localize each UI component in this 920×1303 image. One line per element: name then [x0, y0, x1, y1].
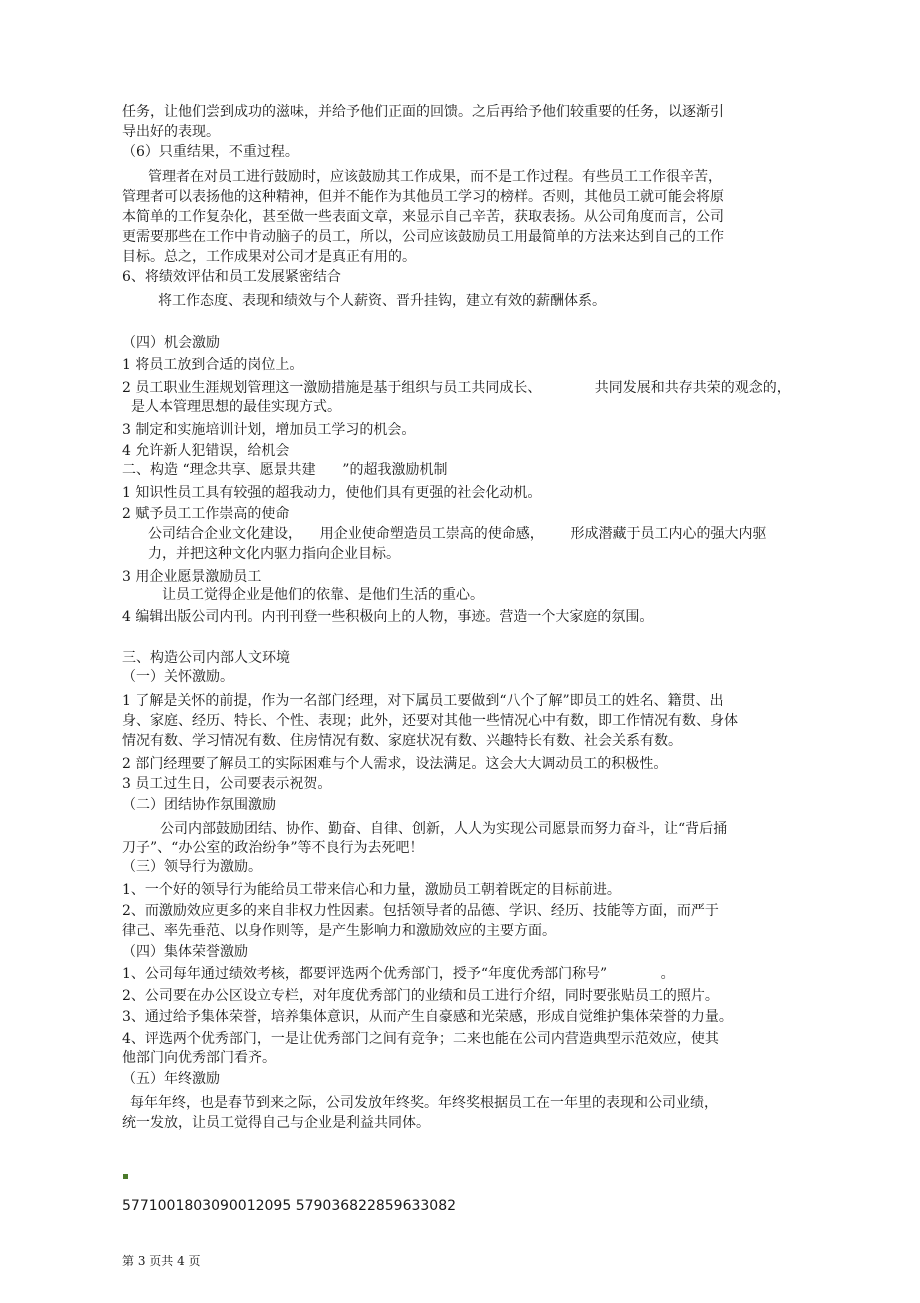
text-line: 2、而激励效应更多的来自非权力性因素。包括领导者的品德、学识、经历、技能等方面，而严于	[122, 903, 719, 919]
text-line: 3 制定和实施培训计划，增加员工学习的机会。	[122, 422, 416, 438]
text-line: 3 员工过生日，公司要表示祝贺。	[122, 776, 332, 792]
text-line: 三、构造公司内部人文环境	[122, 650, 290, 666]
text-line: 3、通过给予集体荣誉，培养集体意识，从而产生自豪感和光荣感，形成自觉维护集体荣誉的力量。	[122, 1009, 733, 1025]
text-line: 更需要那些在工作中肯动脑子的员工，所以，公司应该鼓励员工用最简单的方法来达到自己的工作	[122, 229, 724, 245]
text-line: 1 将员工放到合适的岗位上。	[122, 357, 304, 373]
text-line: 1、一个好的领导行为能给员工带来信心和力量，激励员工朝着既定的目标前进。	[122, 882, 621, 898]
text-line: 目标。总之，工作成果对公司才是真正有用的。	[122, 249, 416, 265]
text-line: 2 赋予员工工作崇高的使命	[122, 506, 290, 522]
text-line: 情况有数、学习情况有数、住房情况有数、家庭状况有数、兴趣特长有数、社会关系有数。	[122, 733, 682, 749]
text-line: 是人本管理思想的最佳实现方式。	[131, 399, 341, 415]
text-line: 管理者在对员工进行鼓励时，应该鼓励其工作成果，而不是工作过程。有些员工工作很辛苦，	[148, 169, 722, 185]
text-line: 2 员工职业生涯规划管理这一激励措施是基于组织与员工共同成长、 共同发展和共存共荣的观念的，	[122, 380, 791, 396]
text-line: 1 了解是关怀的前提，作为一名部门经理，对下属员工要做到“八个了解”即员工的姓名、籍贯、出	[122, 693, 724, 709]
text-line: （二）团结协作氛围激励	[122, 797, 276, 813]
text-line: 1 知识性员工具有较强的超我动力，使他们具有更强的社会化动机。	[122, 485, 542, 501]
text-line: 本简单的工作复杂化，甚至做一些表面文章，来显示自己辛苦，获取表扬。从公司角度而言，公司	[122, 209, 724, 225]
text-line: 力，并把这种文化内驱力指向企业目标。	[148, 546, 400, 562]
text-line: 统一发放，让员工觉得自己与企业是利益共同体。	[122, 1115, 430, 1131]
page-footer: 第 3 页共 4 页	[122, 1254, 201, 1268]
bullet-marker-icon	[123, 1174, 128, 1179]
text-line: （四）机会激励	[122, 335, 220, 351]
text-line: （6）只重结果，不重过程。	[122, 144, 299, 160]
text-line: 2、公司要在办公区设立专栏，对年度优秀部门的业绩和员工进行介绍，同时要张贴员工的照片。	[122, 988, 719, 1004]
text-line: 管理者可以表扬他的这种精神，但并不能作为其他员工学习的榜样。否则，其他员工就可能会将原	[122, 189, 724, 205]
text-line: 5771001803090012095 579036822859633082	[122, 1198, 457, 1214]
text-line: 二、构造 “理念共享、愿景共建 ”的超我激励机制	[122, 462, 448, 478]
text-line: 刀子”、“办公室的政治纷争”等不良行为去死吧！	[122, 840, 424, 856]
text-line: 公司结合企业文化建设， 用企业使命塑造员工崇高的使命感， 形成潜藏于员工内心的强大内驱	[148, 526, 767, 542]
text-line: 每年年终，也是春节到来之际，公司发放年终奖。年终奖根据员工在一年里的表现和公司业绩，	[130, 1095, 718, 1111]
text-line: 6、将绩效评估和员工发展紧密结合	[122, 269, 341, 285]
text-line: 公司内部鼓励团结、协作、勤奋、自律、创新，人人为实现公司愿景而努力奋斗，让“背后捅	[160, 821, 728, 837]
text-line: 3 用企业愿景激励员工	[122, 569, 262, 585]
text-line: （一）关怀激励。	[122, 669, 234, 685]
text-line: 4 允许新人犯错误，给机会	[122, 443, 290, 459]
text-line: （三）领导行为激励。	[122, 859, 262, 875]
text-line: 4 编辑出版公司内刊。内刊刊登一些积极向上的人物，事迹。营造一个大家庭的氛围。	[122, 609, 654, 625]
text-line: 2 部门经理要了解员工的实际困难与个人需求，设法满足。这会大大调动员工的积极性。	[122, 756, 668, 772]
text-line: （五）年终激励	[122, 1071, 220, 1087]
text-line: 他部门向优秀部门看齐。	[122, 1050, 276, 1066]
text-line: 导出好的表现。	[122, 124, 220, 140]
text-line: 身、家庭、经历、特长、个性、表现；此外，还要对其他一些情况心中有数，即工作情况有数、身体	[122, 713, 738, 729]
text-line: 4、评选两个优秀部门，一是让优秀部门之间有竞争；二来也能在公司内营造典型示范效应，使其	[122, 1031, 719, 1047]
text-line: 让员工觉得企业是他们的依靠、是他们生活的重心。	[162, 587, 484, 603]
text-line: 1、公司每年通过绩效考核，都要评选两个优秀部门，授予“年度优秀部门称号” 。	[122, 966, 675, 982]
text-line: 任务，让他们尝到成功的滋味，并给予他们正面的回馈。之后再给予他们较重要的任务，以逐渐引	[122, 104, 724, 120]
text-line: 将工作态度、表现和绩效与个人薪资、晋升挂钩，建立有效的薪酬体系。	[158, 293, 606, 309]
text-line: 律己、率先垂范、以身作则等，是产生影响力和激励效应的主要方面。	[122, 923, 556, 939]
text-line: （四）集体荣誉激励	[122, 944, 248, 960]
